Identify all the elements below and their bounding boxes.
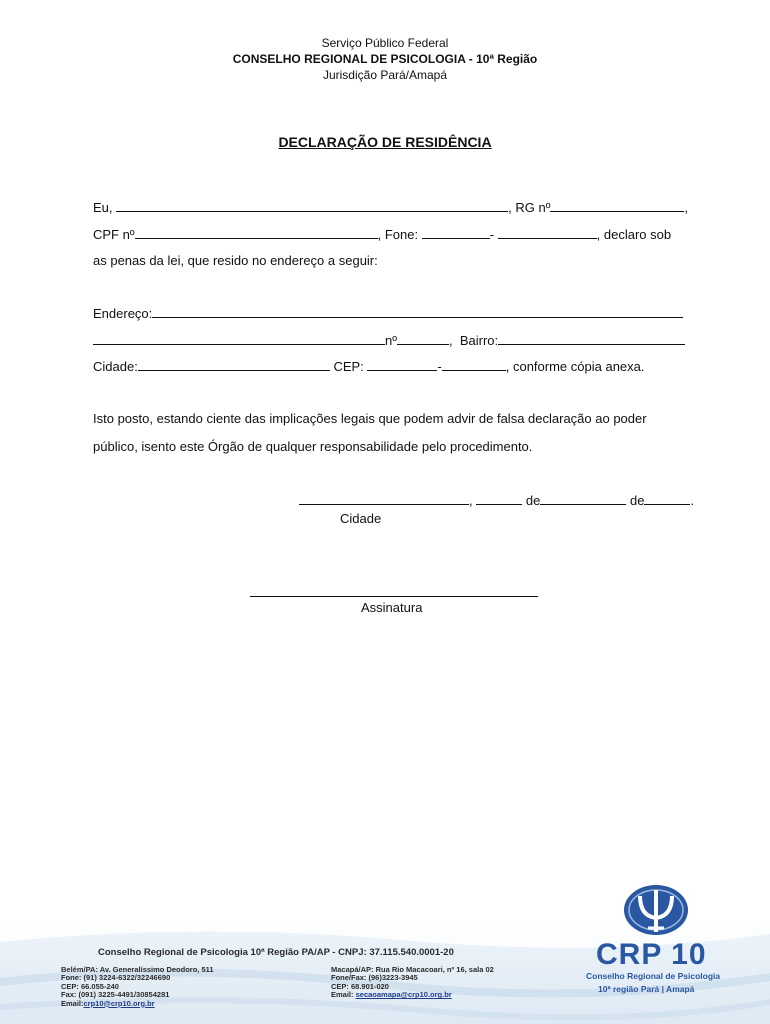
- endereco-cont-blank[interactable]: [93, 332, 385, 345]
- comma: ,: [684, 200, 689, 215]
- rg-blank[interactable]: [550, 199, 684, 212]
- date-period: .: [690, 493, 695, 508]
- signature-caption: Assinatura: [361, 600, 423, 615]
- crp-logo-sub1: Conselho Regional de Psicologia: [586, 971, 721, 981]
- date-line: [299, 492, 694, 508]
- belem-fax: Fax: (091) 3225-4491/30854281: [61, 990, 170, 1000]
- fone-ddd-blank[interactable]: [422, 226, 490, 239]
- label-conforme: , conforme cópia anexa.: [505, 359, 645, 374]
- label-de-2: de: [629, 493, 645, 508]
- macapa-address: Macapá/AP: Rua Rio Macacoari, nº 16, sala 02: [331, 965, 494, 974]
- belem-email-link[interactable]: crp10@crp10.org.br: [83, 998, 155, 1008]
- form-line-cidade: [93, 358, 645, 374]
- label-fone: , Fone:: [377, 227, 419, 242]
- footer-macapa: [331, 966, 494, 1000]
- city-date-blank[interactable]: [299, 492, 469, 505]
- footer-belem: [61, 966, 214, 1008]
- cidade-blank[interactable]: [138, 358, 330, 371]
- bairro-blank[interactable]: [498, 332, 685, 345]
- label-cep: CEP:: [333, 359, 364, 374]
- day-blank[interactable]: [476, 492, 522, 505]
- city-caption: Cidade: [340, 511, 382, 526]
- belem-cep: CEP: 66.055-240: [61, 981, 119, 991]
- paragraph-line-1: Isto posto, estando ciente das implicações legais que podem advir de falsa declaração ao poder: [93, 411, 647, 426]
- dash: -: [489, 227, 495, 242]
- document-title: DECLARAÇÃO DE RESIDÊNCIA: [278, 134, 492, 150]
- endereco-blank[interactable]: [152, 305, 683, 318]
- crp-logo-name: CRP 10: [596, 938, 707, 971]
- label-endereco: Endereço:: [93, 306, 153, 321]
- label-declaro: , declaro sob: [596, 227, 672, 242]
- label-eu: Eu,: [93, 200, 113, 215]
- macapa-email-link[interactable]: secaoamapa@crp10.org.br: [355, 990, 452, 1000]
- numero-blank[interactable]: [397, 332, 449, 345]
- form-line-cpf: [93, 226, 671, 242]
- belem-email-label: Email:: [61, 998, 84, 1008]
- label-rg: , RG nº: [508, 200, 551, 215]
- macapa-phone: Fone/Fax: (96)3223-3945: [331, 973, 418, 983]
- form-line-penas: as penas da lei, que resido no endereço a seguir:: [93, 253, 378, 268]
- psi-logo-icon: [620, 882, 692, 938]
- dash: -: [437, 359, 442, 374]
- month-blank[interactable]: [540, 492, 626, 505]
- label-de-1: de: [525, 493, 541, 508]
- header-line-1: Serviço Público Federal: [321, 36, 449, 50]
- belem-phone: Fone: (91) 3224-6322/32246690: [61, 973, 171, 983]
- label-numero: nº: [385, 333, 397, 348]
- year-blank[interactable]: [644, 492, 690, 505]
- header-line-3: Jurisdição Pará/Amapá: [322, 68, 448, 82]
- form-line-endereco: [93, 305, 683, 321]
- crp-logo-sub2: 10ª região Pará | Amapá: [598, 984, 695, 994]
- header-line-2: CONSELHO REGIONAL DE PSICOLOGIA - 10ª Região: [232, 52, 538, 66]
- paragraph-line-2: público, isento este Órgão de qualquer responsabilidade pelo procedimento.: [93, 439, 533, 454]
- footer-title: Conselho Regional de Psicologia 10ª Região PA/AP - CNPJ: 37.115.540.0001-20: [98, 947, 454, 958]
- signature-line[interactable]: [250, 596, 538, 597]
- cep-part2-blank[interactable]: [442, 358, 506, 371]
- macapa-cep: CEP: 68.901-020: [331, 981, 389, 991]
- label-bairro: , Bairro:: [448, 333, 499, 348]
- cep-part1-blank[interactable]: [367, 358, 437, 371]
- belem-address: Belém/PA: Av. Generalíssimo Deodoro, 511: [61, 965, 214, 974]
- date-comma: ,: [469, 493, 473, 508]
- macapa-email-label: Email:: [331, 990, 354, 1000]
- fone-number-blank[interactable]: [498, 226, 597, 239]
- form-line-name: [93, 199, 688, 215]
- name-blank[interactable]: [116, 199, 508, 212]
- label-cpf: CPF nº: [93, 227, 135, 242]
- form-line-numero: [93, 332, 685, 348]
- label-cidade: Cidade:: [93, 359, 138, 374]
- cpf-blank[interactable]: [135, 226, 378, 239]
